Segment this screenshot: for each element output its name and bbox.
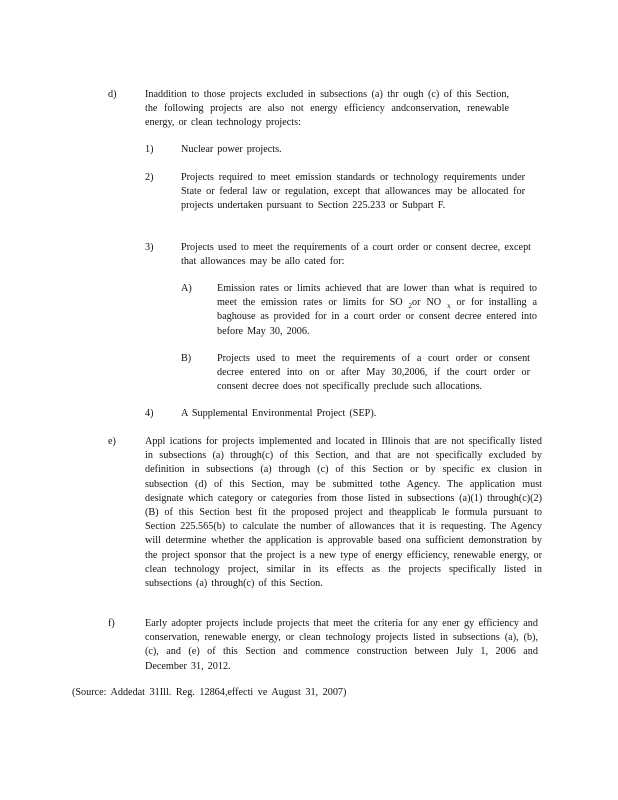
item-d2-label: 2) (145, 172, 154, 183)
item-d1-label: 1) (145, 144, 154, 155)
item-e-text: Appl ications for projects implemented and located in Illinois that are not specifically listed in subsections (a) through(c) of this Section, and that are not specifically excluded by definition in subsections (a) through (c) of this Section or by specific ex clusion in subsection (d) of this Section, may be submitted tothe Agency. The application must designate which category or categories from those listed in subsections (a)(1) through(c)(2)(B) of this Section best fit the proposed project and theapplicab le formula pursuant to Section 225.565(b) to calculate the number of allowances that it is requesting. The Agency will determine whether the application is approvable based ona sufficient demonstration by the project sponsor that the project is a new type of energy efficiency, renewable energy, or clean technology project, similar in its effects as the projects specifically listed in subsections (a) through(c) of this Section. (145, 436, 542, 590)
item-d2-text: Projects required to meet emission standards or technology requirements under State or federal law or regulation, except that allowances may be allocated for projects undertaken pursuant to Section 225.233 or Subpart F. (181, 172, 525, 212)
item-d1-text: Nuclear power projects. (181, 144, 282, 155)
item-d3a-text: Emission rates or limits achieved that are lower than what is required to meet the emission rates or limits for SO $_2$or NO $_x$ or for installing a baghouse as provided for in a court order or consent decree entered into before May 30, 2006. (217, 283, 537, 337)
item-d3-label: 3) (145, 242, 154, 253)
item-d3b-text: Projects used to meet the requirements of a court order or consent decree entered into on or after May 30,2006, if the court order or consent decree does not specifically preclude such allocations. (217, 353, 530, 393)
nox-subscript: x (447, 302, 451, 311)
item-d4-label: 4) (145, 408, 154, 419)
item-f-label: f) (108, 618, 115, 629)
item-d3-text: Projects used to meet the requirements of a court order or consent decree, except that allowances may be allo cated for: (181, 242, 531, 268)
item-d-label: d) (108, 89, 117, 100)
item-f-text: Early adopter projects include projects that meet the criteria for any ener gy efficiency and conservation, renewable energy, or clean technology projects listed in subsections (a), (b), (c), and (e) of this Section and commence construction between July 1, 2006 and December 31, 2012. (145, 618, 538, 672)
item-d3b-label: B) (181, 353, 192, 364)
item-d4-text: A Supplemental Environmental Project (SEP). (181, 408, 377, 419)
source-note: (Source: Addedat 31Ill. Reg. 12864,effecti ve August 31, 2007) (72, 687, 347, 698)
item-e-label: e) (108, 436, 116, 447)
so2-subscript: 2 (408, 302, 413, 311)
item-d3a-label: A) (181, 283, 192, 294)
item-d-text: Inaddition to those projects excluded in subsections (a) thr ough (c) of this Section, the following projects are also not energy efficiency andconservation, renewable energy, or clean technology projects: (145, 89, 509, 129)
